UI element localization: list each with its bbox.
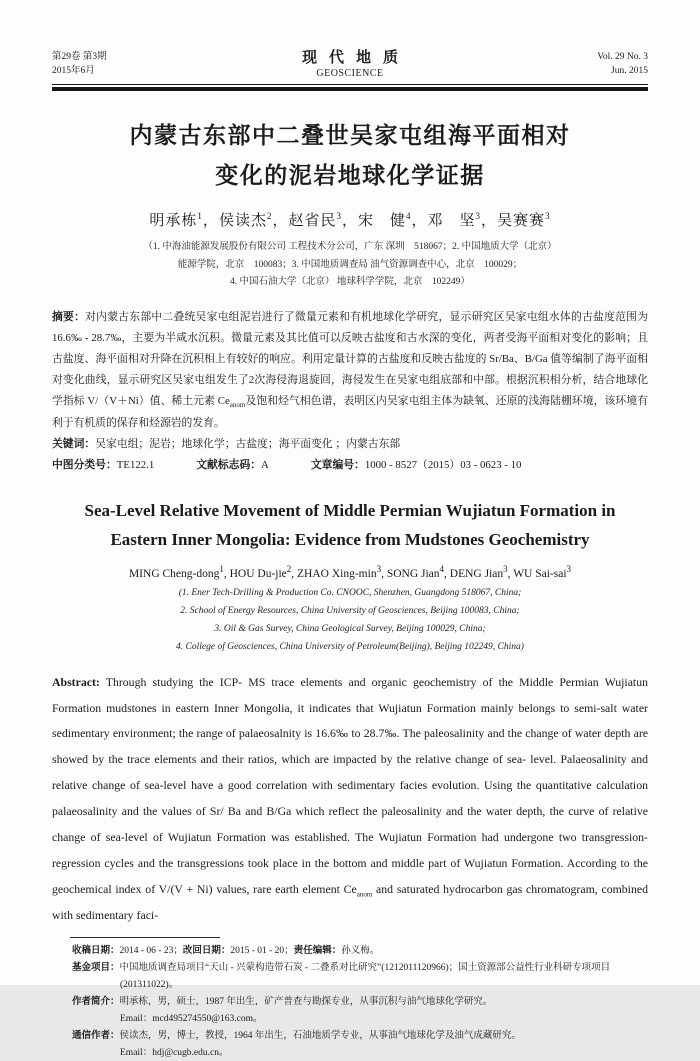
- clc-label: 中图分类号：: [52, 458, 117, 471]
- editor-label: 责任编辑：: [293, 945, 342, 957]
- doc-code-value: A: [261, 458, 269, 471]
- corr-email-line: [120, 1045, 648, 1061]
- journal-name-cn: 现代地质: [301, 50, 410, 66]
- abstract-en: [52, 670, 648, 930]
- bio-email-line: [120, 1011, 648, 1028]
- journal-name-en: GEOSCIENCE: [316, 68, 384, 79]
- issue-volume-en: Vol. 29 No. 3: [597, 51, 648, 62]
- ce-anom-subscript: anom: [356, 890, 373, 899]
- author-affil-sup: 3: [475, 211, 482, 221]
- author-cn: 宋 健$^4$，: [358, 211, 428, 229]
- affiliation-en-line: 3. Oil & Gas Survey, China Geological Survey, Beijing 100029, China;: [214, 623, 486, 634]
- journal-name-block: [202, 46, 498, 79]
- fund-label: 基金项目：: [72, 961, 120, 973]
- bio-label: 作者简介：: [72, 995, 120, 1007]
- abstract-en-text: and saturated hydrocarbon gas chromatogram, combined with sedimentary faci-: [52, 882, 648, 923]
- bio-email: mcd495274550@163.com。: [152, 1013, 263, 1024]
- revised-label: 改回日期：: [182, 945, 231, 957]
- footnote-funding: [72, 960, 648, 994]
- footnote-corresponding-author: [72, 1028, 648, 1061]
- classification-line: [52, 455, 648, 476]
- header-rule-thin: [52, 84, 648, 85]
- author-affil-sup: 3: [336, 211, 342, 221]
- abstract-cn-block: [52, 307, 648, 476]
- keywords-cn: [52, 434, 648, 455]
- author-en: DENG Jian$^3$,: [449, 564, 514, 581]
- corr-label: 通信作者：: [72, 1029, 120, 1041]
- affiliations-en: [52, 585, 648, 656]
- article-id-value: 1000 - 8527（2015）03 - 0623 - 10: [364, 458, 522, 471]
- abstract-cn: [52, 307, 648, 434]
- author-affil-sup: 4: [406, 211, 412, 221]
- abstract-cn-text: 对内蒙古东部中二叠统吴家屯组泥岩进行了微量元素和有机地球化学研究，显示研究区吴家屯组水体的古盐度范围为16.6‰ - 28.7‰，主要为半咸水沉积。微量元素及其比值可以反映古盐度和古水深的变化，两者受海平面相对变化的影响；且古盐度、海平面相对升降在沉积相上有较好的响应。利用定量计算的古盐度和反映古盐度的 Sr/Ba、B/Ga 值等编制了海平面相对变化曲线，显示研究区吴家屯组发生了2次海侵海退旋回，海侵发生在吴家屯组底部和中部。根据沉积相分析，结合地球化学指标 V/（V＋Ni）值、稀土元素 Ce: [52, 310, 648, 407]
- bio-email-label: Email：: [120, 1013, 153, 1024]
- author-cn: 明承栋$^1$，: [149, 211, 219, 229]
- bio-text: 明承栋，男，硕士，1987 年出生，矿产普查与勘探专业，从事沉积与油气地球化学研究。: [119, 996, 493, 1007]
- affiliation-cn-line: 能源学院，北京 100083；3. 中国地质调查局 油气资源调查中心，北京 100029；: [177, 259, 523, 270]
- author-en: HOU Du-jie$^2$,: [229, 564, 298, 581]
- issue-info-cn: [52, 50, 202, 79]
- doc-code-label: 文献标志码：: [196, 458, 262, 471]
- abstract-en-text: Through studying the ICP- MS trace elements and organic geochemistry of the Middle Permian Wujiatun Formation mudstones in eastern Inner Mongolia, it indicates that Wujiatun Formation mainly belongs to semi-salt water sedimentary environment; the range of palaeosalnity is 16.6‰ to 28.7‰. The paleosalinity and the change of water depth are showed by the trace elements and their ratios, which are impacted by the relative change of sea- level. Palaeosalinity and relative change of sea-level have a good correlation with sedimentary facies evolution. Using the quantitative calculation palaeosalinity and the values of Sr/ Ba and B/Ga which reflect the paleosalinity and the water depth, the curve of relative change of sea-level of Wujiatun Formation was established. The Wujiatun Formation had undergone two transgression-regression cycles and the transgressions took place in the bottom and middle part of Wujiatun Formation. According to the geochemical index of V/(V + Ni) values, rare earth element Ce: [52, 674, 648, 897]
- corr-text: 侯读杰，男，博士，教授，1964 年出生，石油地质学专业，从事油气地球化学及油气成藏研究。: [119, 1030, 521, 1041]
- author-en: SONG Jian$^4$,: [386, 564, 450, 581]
- issue-info-en: [498, 50, 648, 79]
- received-label: 收稿日期：: [72, 945, 120, 957]
- affiliation-cn-line: 4. 中国石油大学（北京） 地球科学学院，北京 102249）: [230, 277, 470, 288]
- editor-name: 孙义梅。: [341, 946, 380, 957]
- footnote-author-bio: [72, 994, 648, 1028]
- footnotes: [52, 937, 648, 1061]
- ce-anom-subscript: anom: [229, 401, 246, 410]
- author-cn: 吴赛赛$^3$: [497, 211, 551, 229]
- corr-email: hdj@cugb.edu.cn。: [152, 1047, 229, 1058]
- author-affil-sup: 1: [197, 211, 203, 221]
- author-affil-sup: 3: [545, 211, 551, 221]
- affiliation-en-line: 4. College of Geosciences, China University of Petroleum(Beijing), Beijing 102249, China): [176, 641, 524, 652]
- affiliations-cn: [52, 239, 648, 292]
- issue-date-cn: 2015年6月: [52, 66, 95, 77]
- issue-volume-cn: 第29卷 第3期: [52, 51, 107, 62]
- author-affil-sup: 3: [503, 564, 508, 575]
- author-affil-sup: 3: [566, 564, 572, 575]
- author-cn: 侯读杰$^2$，: [218, 211, 289, 229]
- corr-email-label: Email：: [120, 1047, 153, 1058]
- journal-masthead: [52, 46, 648, 79]
- footnote-dates: [72, 943, 648, 960]
- author-affil-sup: 2: [286, 564, 292, 575]
- affiliation-en-line: 2. School of Energy Resources, China University of Geosciences, Beijing 100083, China;: [180, 605, 520, 616]
- author-affil-sup: 1: [219, 564, 224, 575]
- author-en: MING Cheng-dong$^1$,: [128, 564, 230, 581]
- clc-value: TE122.1: [116, 458, 155, 471]
- author-cn: 赵省民$^3$，: [288, 211, 358, 229]
- affiliation-en-line: (1. Ener Tech-Drilling & Production Co. CNOOC, Shenzhen, Guangdong 518067, China;: [178, 588, 522, 599]
- author-affil-sup: 3: [376, 564, 382, 575]
- abstract-en-label: Abstract:: [52, 674, 100, 689]
- affiliation-cn-line: （1. 中海油能源发展股份有限公司 工程技术分公司，广东 深圳 518067；2. 中国地质大学（北京）: [143, 242, 557, 252]
- keywords-cn-text: 吴家屯组；泥岩；地球化学；古盐度；海平面变化 ；内蒙古东部: [95, 437, 401, 450]
- keywords-cn-label: 关键词：: [52, 437, 96, 450]
- authors-en: [52, 564, 648, 580]
- footnote-rule: [70, 937, 220, 938]
- author-cn: 邓 坚$^3$，: [427, 211, 498, 229]
- author-affil-sup: 2: [266, 211, 273, 221]
- article-title-cn: [52, 115, 648, 196]
- article-title-en: [52, 496, 648, 554]
- header-rule-thick: [52, 87, 648, 91]
- abstract-cn-text: 及饱和烃气相色谱，表明区内吴家屯组主体为缺氧、还原的浅海陆棚环境，该环境有利于有机质的保存和烃源岩的发育。: [52, 394, 648, 429]
- article-title-en-line2: Eastern Inner Mongolia: Evidence from Mudstones Geochemistry: [110, 530, 590, 550]
- authors-cn: [52, 209, 648, 230]
- article-title-en-line1: Sea-Level Relative Movement of Middle Permian Wujiatun Formation in: [84, 500, 616, 520]
- author-affil-sup: 4: [439, 564, 445, 575]
- article-title-cn-line1: 内蒙古东部中二叠世吴家屯组海平面相对: [129, 121, 571, 148]
- article-title-cn-line2: 变化的泥岩地球化学证据: [215, 161, 485, 188]
- received-date: 2014 - 06 - 23；: [119, 946, 183, 957]
- author-en: ZHAO Xing-$\min^3$,: [297, 564, 387, 581]
- abstract-cn-label: 摘要：: [52, 310, 86, 323]
- issue-date-en: Jun. 2015: [611, 66, 648, 77]
- author-en: WU Sai-sai$^3$: [513, 564, 572, 581]
- revised-date: 2015 - 01 - 20；: [230, 946, 294, 957]
- article-id-label: 文章编号：: [310, 458, 365, 471]
- fund-text: 中国地质调查局项目“天山 - 兴蒙构造带石炭 - 二叠系对比研究”(1212011120966)；国土资源部公益性行业科研专项项目(201311022)。: [119, 962, 611, 990]
